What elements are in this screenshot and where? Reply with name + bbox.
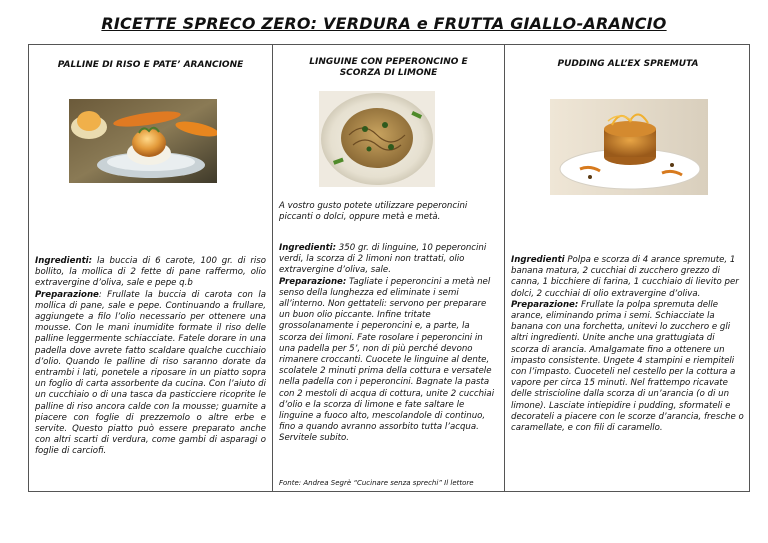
ingredients-and-preparation [35, 256, 266, 458]
recipe-table [28, 44, 750, 492]
recipe-column-pudding [505, 45, 751, 491]
ingredients-label: Ingredienti: [279, 243, 337, 253]
recipe-title: LINGUINE CON PEPERONCINO E SCORZA DI LIMONE [309, 57, 468, 78]
ingredients-label: Ingredienti [511, 255, 565, 265]
rice-balls-photo [69, 99, 217, 183]
ingredients-text: Polpa e scorza di 4 arance spremute, 1 banana matura, 2 cucchiai di zucchero grezzo di canna, 1 bicchiere di farina, 1 cucchiaio di lievito per dolci, 2 cucchiai di olio extravergine d’oliva. [511, 255, 739, 299]
ingredients-and-preparation [279, 243, 498, 445]
preparation-text: Tagliate i peperoncini a metà nel senso della lunghezza ed eliminate i semi all’interno. Non gettateli: servono per preparare un buon olio piccante. Infine tritate grossolanamente i peperoncini e, a parte, la scorza dei limoni. Fate rosolare i peperoncini in una padella per 5’, non di più perché devono rimanere croccanti. Cuocete le linguine al dente, scolatele 2 minuti prima della cottura e versatele nella padella con i peperoncini. Bagnate la pasta con 2 mestoli di acqua di cottura, unite 2 cucchiai d’olio e la scorza di limone e fate saltare le linguine a fuoco alto, mescolandole di continuo, fino a quando avranno assorbito tutta l’acqua. Servitele subito. [279, 276, 495, 444]
pudding-photo [550, 99, 708, 195]
preparation-label: Preparazione: [511, 299, 579, 310]
preparation-label: Preparazione [35, 289, 99, 300]
preparation-label: Preparazione: [279, 276, 347, 287]
ingredients-text: 350 gr. di linguine, 10 peperoncini verdi, la scorza di 2 limoni non trattati, olio extravergine d’oliva, sale. [279, 243, 487, 276]
recipe-column-linguine [273, 45, 505, 491]
recipe-title: PUDDING ALL’EX SPREMUTA [557, 59, 699, 69]
ingredients-and-preparation [511, 255, 745, 434]
linguine-photo [319, 91, 435, 187]
page-title: RICETTE SPRECO ZERO: VERDURA e FRUTTA GIALLO-ARANCIO [101, 14, 667, 33]
preparation-text: : Frullate la buccia di carota con la mollica di pane, sale e pepe. Continuando a frullare, aggiungete a filo l’olio necessario per ottenere una mousse. Con le mani inumidite formate il riso delle palline leggermente schiacciate. Fatele dorare in una padella dove avrete fatto scaldare qualche cucchiaio d’olio. Quando le palline di riso saranno dorate da entrambi i lati, ponetele a riposare in un piatto sopra un foglio di carta assorbente da cucina. Con l’aiuto di un cucchiaio o di una tasca da pasticciere ricoprite le palline di riso ancora calde con la mousse; guarnite a piacere con foglie di prezzemolo o altre erbe e servite. Questo piatto può essere preparato anche con altri scarti di verdura, come gambi di asparagi o foglie di carciofi. [35, 289, 266, 457]
recipe-column-rice-balls [29, 45, 273, 491]
chili-note: A vostro gusto potete utilizzare peperoncini piccanti o dolci, oppure metà e metà. [279, 201, 468, 223]
ingredients-text: la buccia di 6 carote, 100 gr. di riso bollito, la mollica di 2 fette di pane raffermo, olio extravergine d’oliva, sale e pepe q.b [35, 256, 266, 289]
ingredients-label: Ingredienti: [35, 256, 93, 266]
preparation-text: Frullate la polpa spremuta delle arance, eliminando prima i semi. Schiacciate la banana con una forchetta, unitevi lo zucchero e gli altri ingredienti. Unite anche una grattugiata di scorza di arancia. Amalgamate fino a ottenere un impasto consistente. Ungete 4 stampini e riempiteli con l’impasto. Cuoceteli nel cestello per la cottura a vapore per circa 15 minuti. Nel frattempo ricavate delle striscioline dalla scorza di un’arancia (o di un limone). Lasciate intiepidire i pudding, sformateli e decorateli a piacere con le scorze d’arancia, fresche o caramellate, e con fili di caramello. [511, 299, 744, 434]
recipe-title: PALLINE DI RISO E PATE’ ARANCIONE [57, 60, 244, 70]
source-credit: Fonte: Andrea Segrè “Cucinare senza sprechi” Il lettore [279, 479, 474, 487]
